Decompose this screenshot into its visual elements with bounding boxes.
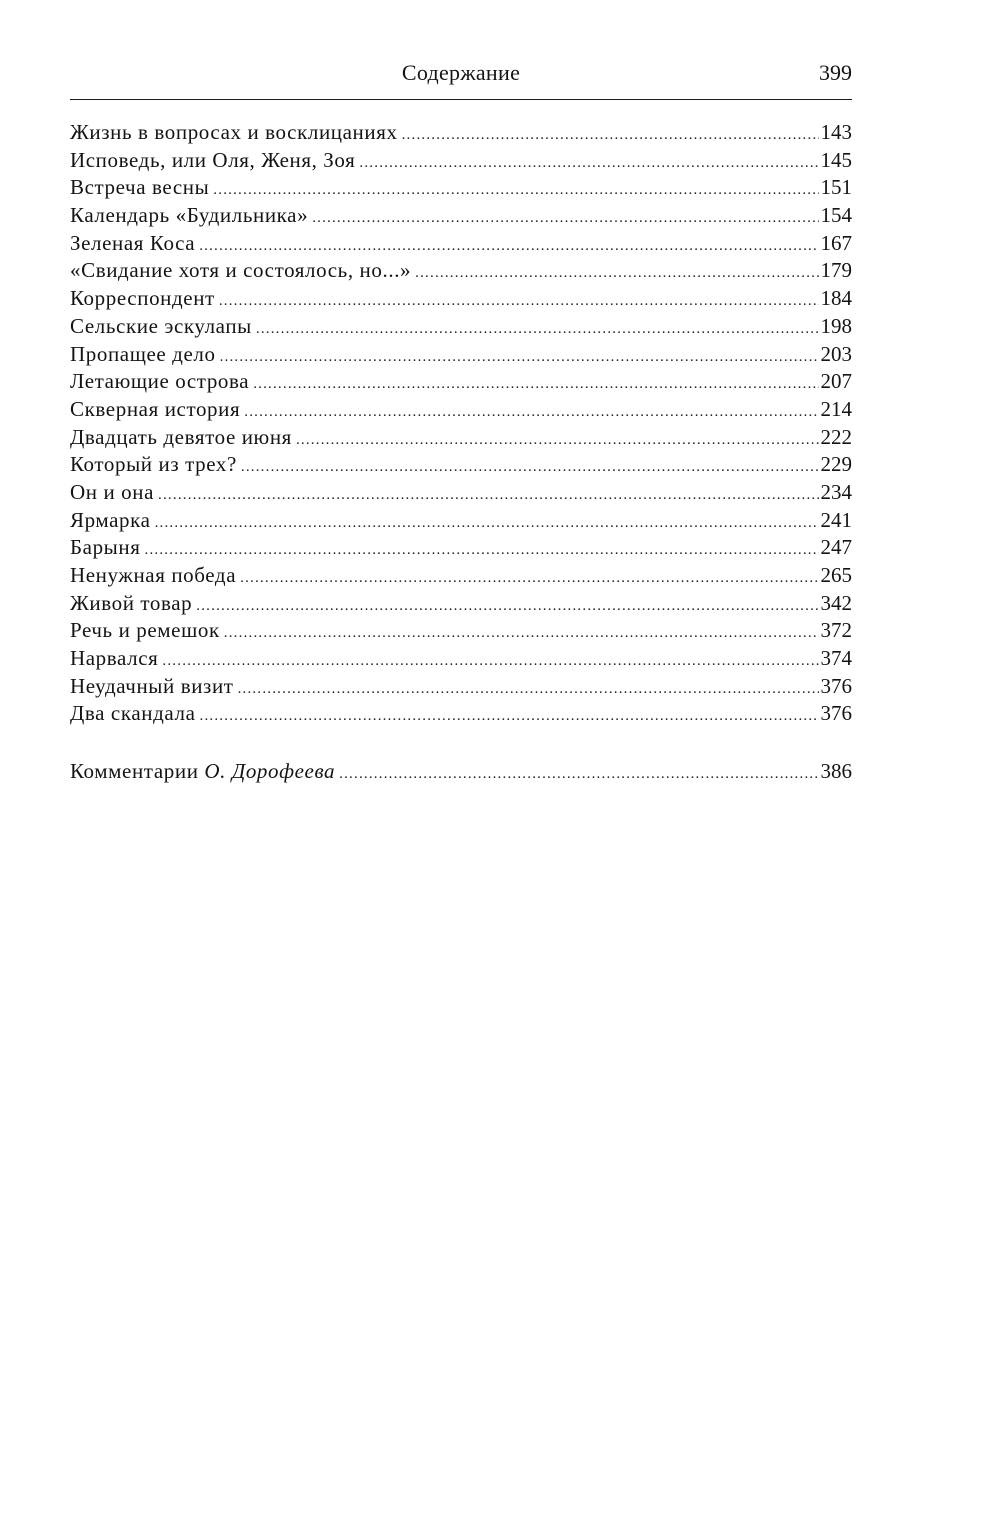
- dot-leader: [296, 432, 819, 449]
- toc-entry-title: Корреспондент: [70, 286, 215, 311]
- toc-entry-title: Встреча весны: [70, 175, 210, 200]
- toc-entry: [70, 258, 852, 286]
- dot-leader: [196, 598, 818, 615]
- toc-entry: [70, 397, 852, 425]
- toc-entry: [70, 480, 852, 508]
- toc-entry-title: Два скандала: [70, 701, 196, 726]
- toc-entry-page: 374: [820, 646, 852, 671]
- toc-entry: [70, 425, 852, 453]
- dot-leader: [253, 376, 818, 393]
- dot-leader: [220, 349, 819, 366]
- table-of-contents: [70, 120, 852, 787]
- toc-entry-page: 234: [820, 479, 852, 504]
- toc-entry: [70, 314, 852, 342]
- toc-entry: [70, 452, 852, 480]
- dot-leader: [244, 404, 818, 421]
- toc-entry-title: Неудачный визит: [70, 673, 234, 698]
- toc-entry-title: Пропащее дело: [70, 341, 216, 366]
- toc-entry-title: Двадцать девятое июня: [70, 424, 292, 449]
- toc-entry: [70, 535, 852, 563]
- toc-entry: [70, 342, 852, 370]
- toc-entry: [70, 591, 852, 619]
- dot-leader: [415, 265, 818, 282]
- toc-entry-page: 372: [820, 618, 852, 643]
- toc-entry-title: Летающие острова: [70, 369, 250, 394]
- toc-entry-page: 167: [820, 230, 852, 255]
- dot-leader: [339, 766, 818, 783]
- toc-entry-page: 214: [820, 396, 852, 421]
- toc-entry-title: Речь и ремешок: [70, 618, 220, 643]
- toc-entry: [70, 148, 852, 176]
- toc-entry-page: 222: [820, 424, 852, 449]
- toc-entry-commentary: [70, 759, 852, 787]
- dot-leader: [200, 708, 819, 725]
- running-head: [70, 60, 852, 90]
- dot-leader: [219, 293, 819, 310]
- toc-entry-title: «Свидание хотя и состоялось, но...»: [70, 258, 412, 283]
- dot-leader: [240, 570, 818, 587]
- toc-entry: [70, 508, 852, 536]
- toc-entry-page: 386: [820, 759, 852, 784]
- dot-leader: [312, 210, 818, 227]
- toc-entry-title: Барыня: [70, 535, 141, 560]
- toc-entry-title: Живой товар: [70, 590, 193, 615]
- toc-entry: [70, 701, 852, 729]
- dot-leader: [241, 459, 819, 476]
- toc-entry: [70, 674, 852, 702]
- toc-entry-title: Зеленая Коса: [70, 230, 196, 255]
- dot-leader: [402, 127, 819, 144]
- toc-entry-page: 342: [820, 590, 852, 615]
- toc-entry-page: 151: [820, 175, 852, 200]
- toc-entry-page: 265: [820, 563, 852, 587]
- section-spacer: [70, 729, 852, 759]
- toc-entry: [70, 203, 852, 231]
- toc-entry-title: Скверная история: [70, 396, 241, 421]
- dot-leader: [213, 182, 818, 199]
- toc-entry-page: 145: [820, 147, 852, 172]
- dot-leader: [158, 487, 818, 504]
- toc-entry-page: 376: [820, 673, 852, 698]
- toc-entry-title: Который из трех?: [70, 452, 237, 477]
- toc-entry-page: 184: [820, 286, 852, 311]
- dot-leader: [359, 155, 818, 172]
- toc-entry-page: 376: [820, 701, 852, 726]
- toc-entry: [70, 646, 852, 674]
- toc-entry: [70, 175, 852, 203]
- toc-entry-page: 241: [820, 507, 852, 532]
- toc-entry: [70, 369, 852, 397]
- commentary-label: Комментарии: [70, 759, 199, 784]
- toc-entry-page: 247: [820, 535, 852, 560]
- toc-entry-title: Сельские эскулапы: [70, 313, 252, 338]
- toc-entry-page: 143: [820, 120, 852, 144]
- dot-leader: [145, 542, 819, 559]
- dot-leader: [238, 681, 819, 698]
- dot-leader: [199, 238, 818, 255]
- toc-entry-page: 198: [820, 313, 852, 338]
- toc-entry-title: [70, 759, 335, 784]
- toc-entry-title: Ненужная победа: [70, 563, 237, 587]
- dot-leader: [224, 625, 819, 642]
- toc-entry-title: Нарвался: [70, 646, 159, 671]
- dot-leader: [256, 321, 819, 338]
- dot-leader: [162, 653, 818, 670]
- header-rule: [70, 99, 852, 100]
- toc-entry: [70, 286, 852, 314]
- dot-leader: [155, 515, 819, 532]
- toc-entry-page: 154: [820, 203, 852, 228]
- toc-entry-page: 207: [820, 369, 852, 394]
- toc-entry-title: Календарь «Будильника»: [70, 203, 309, 228]
- toc-entry-title: Он и она: [70, 479, 155, 504]
- toc-entry: [70, 618, 852, 646]
- toc-entry-title: Жизнь в вопросах и восклицаниях: [70, 120, 398, 144]
- toc-entry: [70, 563, 852, 591]
- toc-entry-page: 203: [820, 341, 852, 366]
- toc-entry-page: 179: [820, 258, 852, 283]
- running-title: Содержание: [401, 60, 521, 85]
- commentary-author: О. Дорофеева: [204, 759, 336, 784]
- toc-entry-title: Ярмарка: [70, 507, 151, 532]
- toc-entry-title: Исповедь, или Оля, Женя, Зоя: [70, 147, 356, 172]
- page-number: 399: [819, 60, 852, 85]
- toc-entry-page: 229: [820, 452, 852, 477]
- toc-entry: [70, 231, 852, 259]
- toc-entry: [70, 120, 852, 148]
